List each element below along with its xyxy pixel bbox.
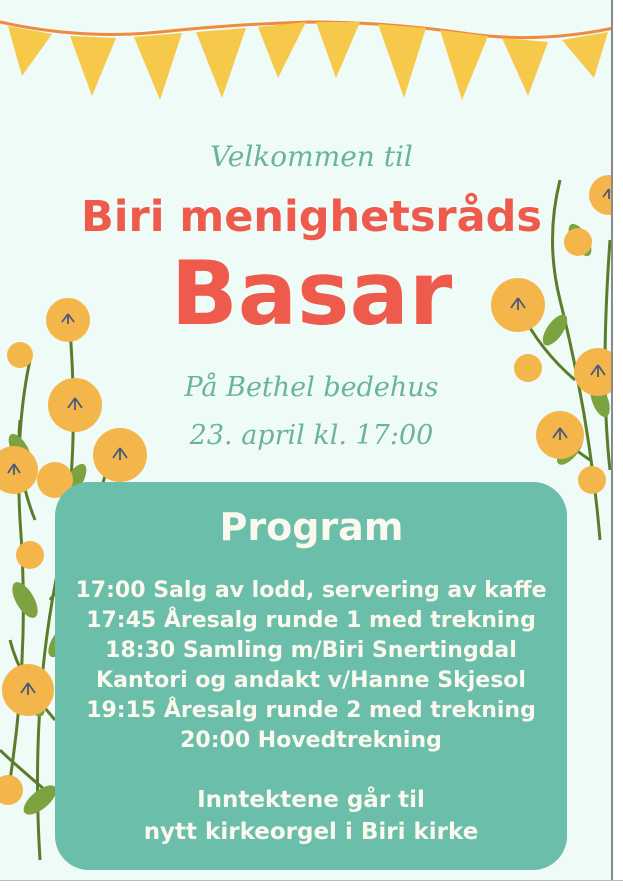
event-date-time: 23. april kl. 17:00 xyxy=(189,420,434,451)
program-item: 19:15 Åresalg runde 2 med trekning xyxy=(86,698,536,723)
welcome-text: Velkommen til xyxy=(210,140,413,173)
program-title: Program xyxy=(219,505,404,549)
event-location: På Bethel bedehus xyxy=(184,372,439,403)
page-edge-right xyxy=(611,0,623,890)
event-organizer-title: Biri menighetsråds xyxy=(80,192,543,242)
proceeds-line: Inntektene går til xyxy=(197,787,425,813)
program-list xyxy=(55,576,567,756)
event-title: Basar xyxy=(170,242,453,345)
program-item: 18:30 Samling m/Biri Snertingdal xyxy=(105,638,517,663)
program-item: 20:00 Hovedtrekning xyxy=(180,728,442,753)
page-edge-bottom xyxy=(0,880,623,890)
program-item: 17:45 Åresalg runde 1 med trekning xyxy=(86,608,536,633)
proceeds-line: nytt kirkeorgel i Biri kirke xyxy=(143,819,479,845)
program-item: Kantori og andakt v/Hanne Skjesol xyxy=(96,668,526,693)
program-item: 17:00 Salg av lodd, servering av kaffe xyxy=(75,578,547,603)
proceeds-note xyxy=(55,784,567,848)
